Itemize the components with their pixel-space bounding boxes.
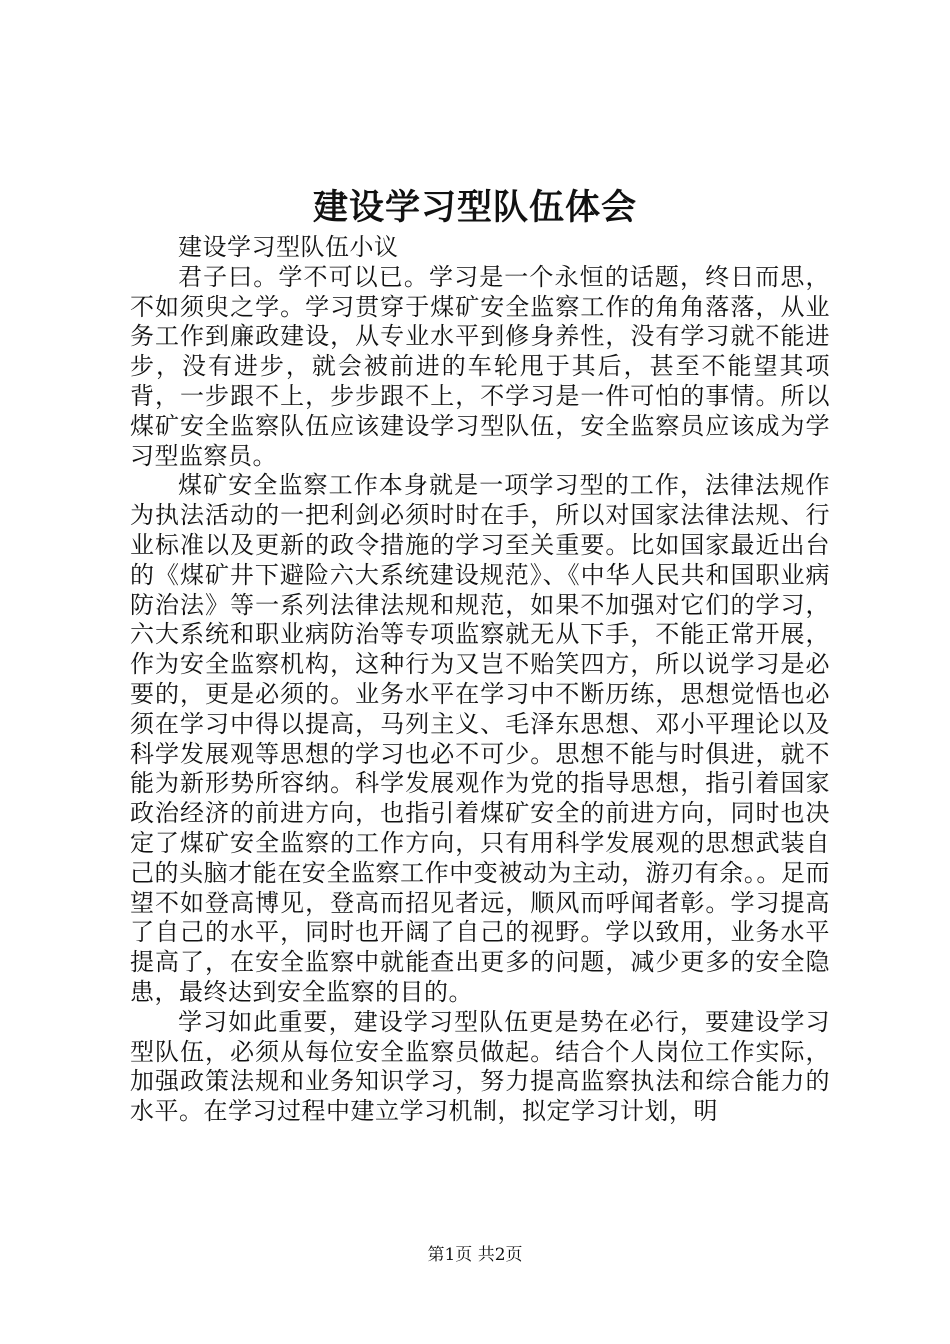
page-number-footer: 第1页 共2页 — [427, 1245, 523, 1265]
document-title: 建设学习型队伍体会 — [312, 187, 637, 228]
paragraph-1: 君子曰。学不可以已。学习是一个永恒的话题，终日而思，不如须臾之学。学习贯穿于煤矿安全监察工作的角角落落，从业务工作到廉政建设，从专业水平到修身养性，没有学习就不能进步，没有进步，就会被前进的车轮甩于其后，甚至不能望其项背，一步跟不上，步步跟不上，不学习是一件可怕的事情。所以煤矿安全监察队伍应该建设学习型队伍，安全监察员应该成为学习型监察员。 — [130, 262, 830, 470]
paragraph-3: 学习如此重要，建设学习型队伍更是势在必行，要建设学习型队伍，必须从每位安全监察员做起。结合个人岗位工作实际，加强政策法规和业务知识学习，努力提高监察执法和综合能力的水平。在学习过程中建立学习机制，拟定学习计划，明 — [130, 1007, 830, 1126]
paragraph-subtitle: 建设学习型队伍小议 — [178, 233, 399, 261]
paragraph-2: 煤矿安全监察工作本身就是一项学习型的工作，法律法规作为执法活动的一把利剑必须时时在手，所以对国家法律法规、行业标准以及更新的政令措施的学习至关重要。比如国家最近出台的《煤矿井下避险六大系统建设规范》、《中华人民共和国职业病防治法》等一系列法律法规和规范，如果不加强对它们的学习，六大系统和职业病防治等专项监察就无从下手，不能正常开展，作为安全监察机构，这种行为又岂不贻笑四方，所以说学习是必要的，更是必须的。业务水平在学习中不断历练，思想觉悟也必须在学习中得以提高，马列主义、毛泽东思想、邓小平理论以及科学发展观等思想的学习也必不可少。思想不能与时俱进，就不能为新形势所容纳。科学发展观作为党的指导思想，指引着国家政治经济的前进方向，也指引着煤矿安全的前进方向，同时也决定了煤矿安全监察的工作方向，只有用科学发展观的思想武装自己的头脑才能在安全监察工作中变被动为主动，游刃有余。。足而望不如登高博见，登高而招见者远，顺风而呼闻者彰。学习提高了自己的水平，同时也开阔了自己的视野。学以致用，业务水平提高了，在安全监察中就能查出更多的问题，减少更多的安全隐患，最终达到安全监察的目的。 — [130, 471, 830, 1006]
document-body — [130, 233, 830, 1127]
